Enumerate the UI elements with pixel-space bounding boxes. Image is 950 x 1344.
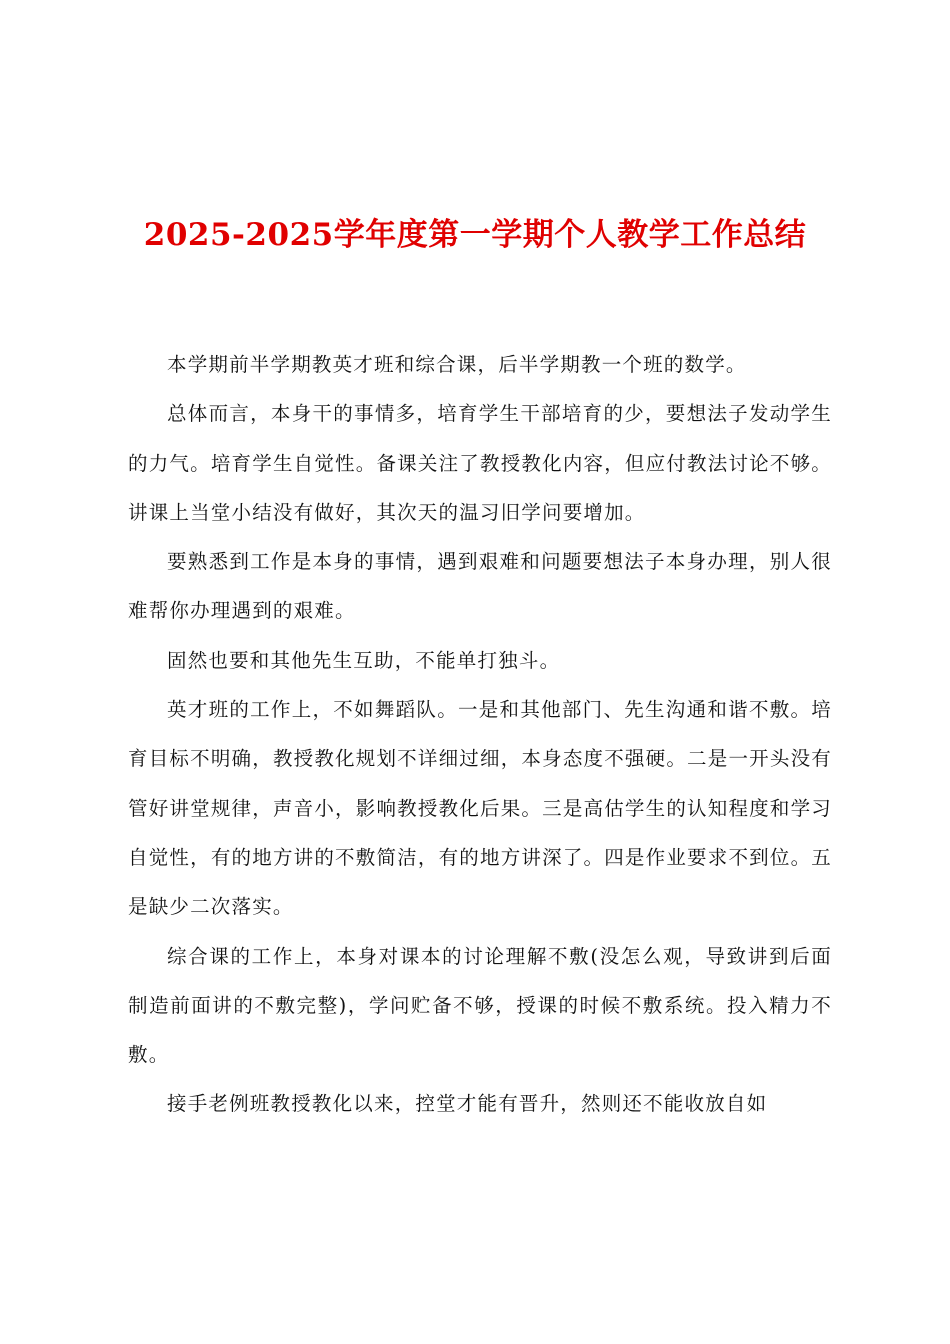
paragraph: 固然也要和其他先生互助，不能单打独斗。 [167,648,561,672]
paragraph: 总体而言，本身干的事情多，培育学生干部培育的少，要想法子发动学生的力气。培育学生自觉性。备课关注了教授教化内容，但应付教法讨论不够。讲课上当堂小结没有做好，其次天的温习旧学问要增加。 [128,402,832,524]
document-body [128,340,832,1129]
paragraph: 要熟悉到工作是本身的事情，遇到艰难和问题要想法子本身办理，别人很难帮你办理遇到的艰难。 [128,550,832,623]
paragraph: 综合课的工作上，本身对课本的讨论理解不敷(没怎么观，导致讲到后面制造前面讲的不敷完整)，学问贮备不够，授课的时候不敷系统。投入精力不敷。 [128,944,832,1067]
paragraph: 接手老例班教授教化以来，控堂才能有晋升，然则还不能收放自如 [167,1092,768,1116]
paragraph: 本学期前半学期教英才班和综合课，后半学期教一个班的数学。 [167,353,747,376]
document-title: 2025-2025学年度第一学期个人教学工作总结 [143,217,807,253]
paragraph: 英才班的工作上，不如舞蹈队。一是和其他部门、先生沟通和谐不敷。培育目标不明确，教授教化规划不详细过细，本身态度不强硬。二是一开头没有管好讲堂规律，声音小，影响教授教化后果。三是高估学生的认知程度和学习自觉性，有的地方讲的不敷简洁，有的地方讲深了。四是作业要求不到位。五是缺少二次落实。 [128,698,832,919]
